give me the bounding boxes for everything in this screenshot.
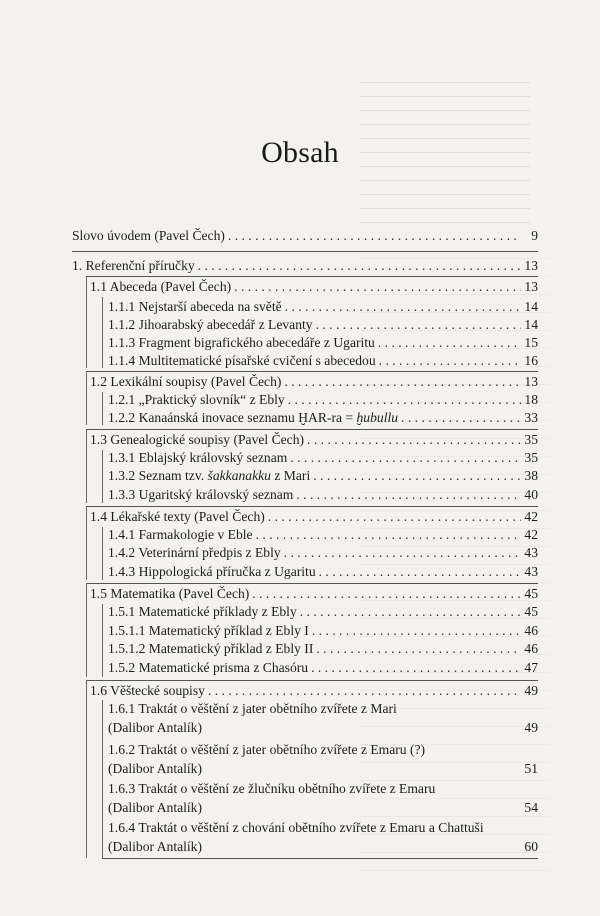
toc-entry-title[interactable]: 1.6.1 Traktát o věštění z jater obětního zvířete z Mari	[108, 701, 397, 716]
toc-entry-page: 9	[531, 228, 538, 243]
toc-entry[interactable]	[108, 316, 538, 334]
toc-entry-page: 54	[524, 800, 538, 815]
toc-entry[interactable]	[108, 298, 538, 316]
toc-entry-page: 46	[524, 623, 538, 638]
leader-dots	[228, 227, 521, 245]
toc-entry-page: 42	[524, 527, 538, 542]
separator-rule	[86, 680, 538, 681]
indent-guide	[102, 527, 103, 580]
leader-dots	[313, 467, 521, 485]
toc-entry[interactable]	[108, 486, 538, 504]
toc-entry[interactable]	[108, 603, 538, 621]
toc-entry-author: (Dalibor Antalík)	[108, 800, 203, 815]
toc-entry-page: 16	[524, 353, 538, 368]
toc-entry-title: 1.6 Věštecké soupisy	[90, 683, 205, 698]
leader-dots	[401, 409, 521, 427]
indent-guide	[86, 680, 87, 858]
leader-dots	[256, 526, 521, 544]
separator-rule	[102, 858, 538, 859]
toc-entry-title-main: 1.3.2 Seznam tzv.	[108, 468, 208, 483]
toc-entry-page: 60	[524, 839, 538, 854]
toc-entry-title: 1.5.1.1 Matematický příklad z Ebly I	[108, 623, 309, 638]
toc-entry[interactable]	[108, 659, 538, 677]
toc-entry-page: 43	[524, 564, 538, 579]
leader-dots	[312, 622, 521, 640]
toc-entry[interactable]	[108, 526, 538, 544]
toc-entry-title: 1.4.2 Veterinární předpis z Ebly	[108, 545, 281, 560]
toc-entry[interactable]	[108, 449, 538, 467]
toc-entry-page: 14	[524, 299, 538, 314]
toc-entry[interactable]	[108, 622, 538, 640]
toc-entry-title: 1.2 Lexikální soupisy (Pavel Čech)	[90, 374, 282, 389]
leader-dots	[234, 278, 521, 296]
toc-entry-title: 1. Referenční příručky	[72, 258, 195, 273]
toc-entry-page: 13	[524, 279, 538, 294]
toc-entry[interactable]	[90, 682, 538, 700]
toc-entry-title: 1.3.3 Ugaritský královský seznam	[108, 487, 294, 502]
indent-guide	[102, 450, 103, 503]
toc-entry[interactable]	[108, 799, 538, 817]
leader-dots	[290, 449, 521, 467]
toc-entry[interactable]	[90, 431, 538, 449]
toc-entry-title	[108, 409, 398, 427]
leader-dots	[198, 257, 521, 275]
toc-entry-title[interactable]: 1.6.4 Traktát o věštění z chování obětního zvířete z Emaru a Chattuši	[108, 820, 484, 835]
toc-entry[interactable]	[108, 719, 538, 737]
toc-entry-page: 42	[524, 509, 538, 524]
toc-entry-page: 13	[524, 374, 538, 389]
toc-entry[interactable]	[108, 352, 538, 370]
indent-guide	[102, 392, 103, 425]
toc-entry-title: 1.3 Genealogické soupisy (Pavel Čech)	[90, 432, 305, 447]
toc-entry[interactable]	[108, 467, 538, 485]
toc-entry[interactable]	[108, 760, 538, 778]
toc-entry[interactable]	[108, 838, 538, 856]
toc-entry-title: 1.1.2 Jihoarabský abecedář z Levanty	[108, 317, 313, 332]
toc-entry-page: 47	[524, 660, 538, 675]
toc-entry-page: 49	[524, 720, 538, 735]
toc-entry-title: 1.4.3 Hippologická příručka z Ugaritu	[108, 564, 316, 579]
leader-dots	[285, 298, 521, 316]
toc-entry-title: 1.1.4 Multitematické písařské cvičení s abecedou	[108, 353, 376, 368]
toc-entry-page: 40	[524, 487, 538, 502]
toc-entry[interactable]	[90, 508, 538, 526]
indent-guide	[102, 297, 103, 368]
toc-entry-page: 18	[524, 392, 538, 407]
toc-entry-page: 45	[524, 604, 538, 619]
separator-rule	[86, 276, 538, 277]
toc-entry[interactable]	[72, 257, 538, 275]
toc-entry-title: 1.2.1 „Praktický slovník“ z Ebly	[108, 392, 285, 407]
toc-entry[interactable]	[90, 278, 538, 296]
indent-guide	[86, 429, 87, 503]
toc-entry[interactable]	[108, 563, 538, 581]
toc-entry[interactable]	[72, 227, 538, 245]
toc-entry-page: 45	[524, 586, 538, 601]
separator-rule	[86, 371, 538, 372]
toc-entry-title-italic: ḫubullu	[356, 410, 399, 425]
toc-entry-title[interactable]: 1.6.3 Traktát o věštění ze žlučníku obětního zvířete z Emaru	[108, 781, 436, 796]
leader-dots	[296, 486, 521, 504]
indent-guide	[102, 604, 103, 677]
toc-entry-title: 1.5.1.2 Matematický příklad z Ebly II	[108, 641, 314, 656]
toc-entry-title	[108, 467, 310, 485]
toc-entry-title: 1.5.2 Matematické prisma z Chasóru	[108, 660, 309, 675]
separator-rule	[86, 583, 538, 584]
toc-entry-page: 14	[524, 317, 538, 332]
leader-dots	[208, 682, 521, 700]
leader-dots	[268, 508, 521, 526]
toc-entry-title-after: z Mari	[270, 468, 311, 483]
toc-entry-page: 33	[524, 410, 538, 425]
toc-entry-title: 1.3.1 Eblajský královský seznam	[108, 450, 288, 465]
toc-entry-author: (Dalibor Antalík)	[108, 720, 203, 735]
toc-entry-title: 1.1 Abeceda (Pavel Čech)	[90, 279, 232, 294]
toc-entry-page: 43	[524, 545, 538, 560]
leader-dots	[316, 640, 521, 658]
leader-dots	[284, 373, 521, 391]
toc-entry-title-italic: šakkanakku	[207, 468, 271, 483]
separator-rule	[86, 429, 538, 430]
toc-entry-title: Slovo úvodem (Pavel Čech)	[72, 228, 225, 243]
indent-guide	[86, 583, 87, 677]
toc-entry[interactable]	[108, 391, 538, 409]
toc-entry[interactable]	[108, 409, 538, 427]
toc-entry-title-main: 1.2.2 Kanaánská inovace seznamu ḪAR-ra =	[108, 410, 357, 425]
leader-dots	[319, 563, 521, 581]
toc-entry[interactable]	[90, 373, 538, 391]
toc-entry-title: 1.5 Matematika (Pavel Čech)	[90, 586, 250, 601]
toc-entry-page: 35	[524, 450, 538, 465]
toc-entry-page: 51	[524, 761, 538, 776]
leader-dots	[252, 585, 521, 603]
toc-entry-page: 38	[524, 468, 538, 483]
toc-entry-title: 1.4 Lékařské texty (Pavel Čech)	[90, 509, 265, 524]
leader-dots	[379, 352, 521, 370]
indent-guide	[86, 276, 87, 368]
leader-dots	[307, 431, 521, 449]
indent-guide	[86, 371, 87, 425]
toc-entry[interactable]	[108, 334, 538, 352]
separator-rule	[86, 506, 538, 507]
indent-guide	[102, 700, 103, 858]
toc-entry-page: 13	[524, 258, 538, 273]
toc-entry-author: (Dalibor Antalík)	[108, 761, 203, 776]
indent-guide	[86, 506, 87, 580]
toc-entry-page: 46	[524, 641, 538, 656]
leader-dots	[316, 316, 521, 334]
toc-entry-title: 1.1.3 Fragment bigrafického abecedáře z Ugaritu	[108, 335, 375, 350]
leader-dots	[311, 659, 521, 677]
leader-dots	[378, 334, 521, 352]
toc-entry[interactable]	[108, 640, 538, 658]
page-title: Obsah	[261, 136, 339, 169]
toc-entry[interactable]	[90, 585, 538, 603]
toc-entry-author: (Dalibor Antalík)	[108, 839, 203, 854]
leader-dots	[288, 391, 521, 409]
leader-dots	[284, 544, 521, 562]
leader-dots	[300, 603, 521, 621]
toc-entry-title: 1.5.1 Matematické příklady z Ebly	[108, 604, 297, 619]
toc-entry-title: 1.1.1 Nejstarší abeceda na světě	[108, 299, 282, 314]
toc-entry-page: 49	[524, 683, 538, 698]
toc-entry-page: 15	[524, 335, 538, 350]
toc-entry-title: 1.4.1 Farmakologie v Eble	[108, 527, 253, 542]
toc-entry-title[interactable]: 1.6.2 Traktát o věštění z jater obětního zvířete z Emaru (?)	[108, 742, 426, 757]
toc-entry-page: 35	[524, 432, 538, 447]
toc-entry[interactable]	[108, 544, 538, 562]
separator-rule	[72, 251, 538, 252]
